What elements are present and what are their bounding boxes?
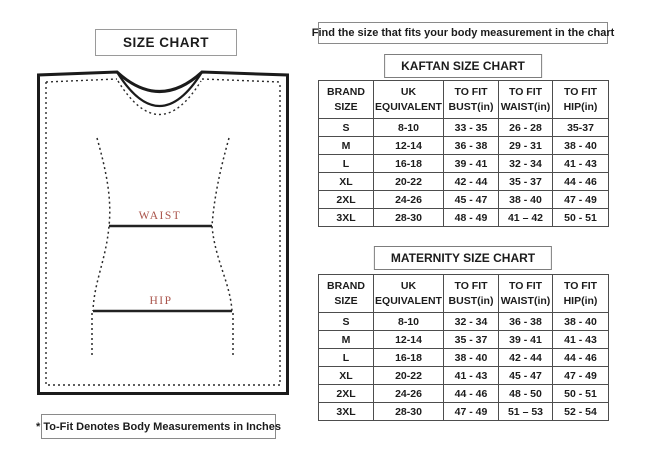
body-contour-right (212, 138, 233, 355)
measurement-cell: 36 - 38 (444, 137, 499, 155)
measurement-cell: 51 – 53 (499, 403, 553, 421)
measurement-cell: 38 - 40 (499, 191, 553, 209)
maternity-header-row (319, 275, 609, 313)
measurement-cell: 41 - 43 (553, 331, 609, 349)
column-header: UK EQUIVALENT (374, 81, 444, 119)
measurement-cell: 47 - 49 (444, 403, 499, 421)
measurement-cell: 33 - 35 (444, 119, 499, 137)
measurement-cell: 28-30 (374, 209, 444, 227)
measurement-cell: 12-14 (374, 137, 444, 155)
table-row (319, 209, 609, 227)
stitch-line-shoulders (46, 79, 280, 82)
brand-size-cell: 3XL (319, 403, 374, 421)
table-row (319, 137, 609, 155)
waist-label: WAIST (138, 210, 182, 222)
stitch-line-border (46, 82, 280, 385)
table-row (319, 367, 609, 385)
table-row (319, 349, 609, 367)
brand-size-cell: S (319, 119, 374, 137)
measurement-cell: 20-22 (374, 367, 444, 385)
brand-size-cell: M (319, 331, 374, 349)
table-row (319, 155, 609, 173)
kaftan-size-table (318, 80, 609, 227)
measurement-cell: 32 - 34 (499, 155, 553, 173)
table-row (319, 403, 609, 421)
brand-size-cell: 2XL (319, 191, 374, 209)
measurement-cell: 32 - 34 (444, 313, 499, 331)
measurement-cell: 24-26 (374, 385, 444, 403)
brand-size-cell: L (319, 349, 374, 367)
measurement-cell: 38 - 40 (444, 349, 499, 367)
column-header: TO FIT BUST(in) (444, 81, 499, 119)
body-contour-left (92, 138, 110, 355)
measurement-cell: 44 - 46 (444, 385, 499, 403)
measurement-cell: 36 - 38 (499, 313, 553, 331)
brand-size-cell: XL (319, 173, 374, 191)
column-header: TO FIT BUST(in) (444, 275, 499, 313)
measurement-cell: 45 - 47 (499, 367, 553, 385)
table-row (319, 119, 609, 137)
measurement-cell: 44 - 46 (553, 349, 609, 367)
footnote-text: * To-Fit Denotes Body Measurements in Inches (36, 420, 281, 433)
measurement-cell: 20-22 (374, 173, 444, 191)
measurement-cell: 42 - 44 (499, 349, 553, 367)
table-row (319, 173, 609, 191)
measurement-cell: 16-18 (374, 349, 444, 367)
column-header: TO FIT HIP(in) (553, 275, 609, 313)
hip-label: HIP (149, 295, 173, 307)
column-header: TO FIT HIP(in) (553, 81, 609, 119)
maternity-table-title-box (374, 246, 552, 270)
right-panel (311, 0, 615, 466)
brand-size-cell: XL (319, 367, 374, 385)
measurement-cell: 38 - 40 (553, 137, 609, 155)
column-header: BRAND SIZE (319, 81, 374, 119)
measurement-cell: 39 - 41 (444, 155, 499, 173)
measurement-cell: 39 - 41 (499, 331, 553, 349)
footnote-box (36, 414, 281, 439)
size-chart-title: SIZE CHART (123, 35, 209, 50)
table-row (319, 331, 609, 349)
measurement-cell: 50 - 51 (553, 385, 609, 403)
kaftan-diagram (37, 70, 289, 400)
measurement-cell: 12-14 (374, 331, 444, 349)
measurement-cell: 8-10 (374, 313, 444, 331)
measurement-cell: 45 - 47 (444, 191, 499, 209)
measurement-cell: 41 – 42 (499, 209, 553, 227)
table-row (319, 385, 609, 403)
stitch-line-neck (118, 81, 201, 115)
maternity-table-title: MATERNITY SIZE CHART (390, 251, 536, 265)
measurement-cell: 29 - 31 (499, 137, 553, 155)
kaftan-header-row (319, 81, 609, 119)
measurement-cell: 38 - 40 (553, 313, 609, 331)
size-chart-title-box (95, 29, 237, 56)
instruction-box (311, 22, 615, 44)
kaftan-table-title: KAFTAN SIZE CHART (401, 59, 525, 73)
measurement-cell: 26 - 28 (499, 119, 553, 137)
measurement-cell: 47 - 49 (553, 191, 609, 209)
maternity-size-table (318, 274, 609, 421)
brand-size-cell: S (319, 313, 374, 331)
measurement-cell: 44 - 46 (553, 173, 609, 191)
table-row (319, 313, 609, 331)
measurement-cell: 42 - 44 (444, 173, 499, 191)
garment-outline (39, 72, 288, 394)
left-panel (0, 0, 312, 466)
measurement-cell: 48 - 49 (444, 209, 499, 227)
kaftan-table-title-box (384, 54, 542, 78)
measurement-cell: 47 - 49 (553, 367, 609, 385)
measurement-cell: 28-30 (374, 403, 444, 421)
measurement-cell: 41 - 43 (553, 155, 609, 173)
measurement-cell: 35 - 37 (444, 331, 499, 349)
table-row (319, 191, 609, 209)
measurement-cell: 16-18 (374, 155, 444, 173)
column-header: BRAND SIZE (319, 275, 374, 313)
column-header: TO FIT WAIST(in) (499, 81, 553, 119)
measurement-cell: 24-26 (374, 191, 444, 209)
measurement-cell: 52 - 54 (553, 403, 609, 421)
measurement-cell: 35-37 (553, 119, 609, 137)
neckline-curve (117, 72, 202, 106)
brand-size-cell: L (319, 155, 374, 173)
instruction-text: Find the size that fits your body measurement in the chart (311, 27, 615, 39)
measurement-cell: 8-10 (374, 119, 444, 137)
brand-size-cell: 3XL (319, 209, 374, 227)
column-header: TO FIT WAIST(in) (499, 275, 553, 313)
brand-size-cell: 2XL (319, 385, 374, 403)
measurement-cell: 50 - 51 (553, 209, 609, 227)
column-header: UK EQUIVALENT (374, 275, 444, 313)
measurement-cell: 35 - 37 (499, 173, 553, 191)
brand-size-cell: M (319, 137, 374, 155)
measurement-cell: 41 - 43 (444, 367, 499, 385)
measurement-cell: 48 - 50 (499, 385, 553, 403)
